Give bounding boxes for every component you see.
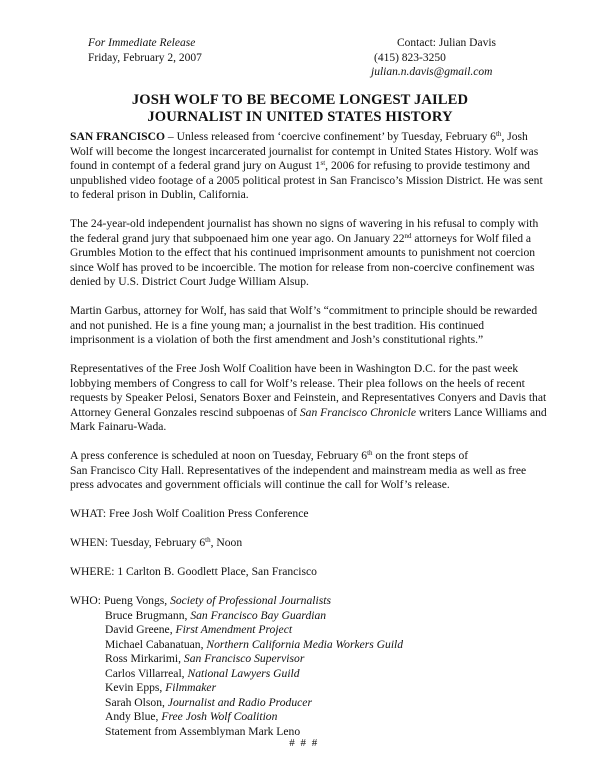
who-item [70, 609, 550, 624]
who-item [70, 652, 550, 667]
who-item [70, 710, 550, 725]
who-item [70, 667, 550, 682]
paragraph-5 [70, 449, 550, 493]
when-text-b: , Noon [210, 536, 243, 549]
headline-line-1: JOSH WOLF TO BE BECOME LONGEST JAILED [131, 92, 469, 108]
who-item [70, 696, 550, 711]
p5-text-b: on the front steps of [372, 449, 469, 462]
p5-sup-a: th [367, 449, 373, 457]
who-name: David Greene, [105, 623, 176, 636]
event-who-list [70, 594, 550, 739]
headline-line-2: JOURNALIST IN UNITED STATES HISTORY [147, 108, 453, 125]
who-name: Kevin Epps, [105, 681, 166, 694]
who-affiliation: San Francisco Supervisor [183, 652, 305, 665]
p4-text-b: writers Lance Williams and Mark Fainaru-Wada. [70, 405, 547, 433]
who-item [70, 623, 550, 638]
p4-text-a: Representatives of the Free Josh Wolf Coalition have been in Washington D.C. for the past week lobbying members of Congress to call for Wolf’s release. Their plea follows on the heels of recent requests by Speaker Pelosi, Senators Boxer and Feinstein, and Representatives Conyers and Davis that Attorney General Gonzales rescind subpoenas of [70, 362, 547, 419]
who-name: Statement from Assemblyman Mark Leno [105, 724, 301, 738]
p1-text-b: , Josh Wolf will become the longest incarcerated journalist for contempt in United States History. Wolf was found in contempt of a federal grand jury on August 1 [70, 130, 539, 172]
who-name: Ross Mirkarimi, [105, 652, 184, 665]
who-affiliation: Free Josh Wolf Coalition [161, 710, 278, 723]
contact-email: julian.n.davis@gmail.com [371, 66, 493, 78]
who-name: Andy Blue, [105, 710, 162, 723]
headline [0, 92, 600, 125]
release-date: Friday, February 2, 2007 [88, 51, 202, 64]
event-when [70, 536, 550, 551]
p5-text-c: San Francisco City Hall. Representatives of the independent and mainstream media as well as free press advocates and government officials will continue the call for Wolf’s release. [70, 463, 527, 491]
contact-name: Contact: Julian Davis [397, 37, 497, 49]
who-affiliation: San Francisco Bay Guardian [190, 608, 327, 622]
who-name: Bruce Brugmann, [105, 608, 191, 622]
who-name: Michael Cabanatuan, [105, 637, 207, 651]
who-affiliation: Northern California Media Workers Guild [206, 637, 404, 651]
p1-sup-a: th [495, 130, 502, 138]
who-affiliation: Journalist and Radio Producer [167, 695, 312, 709]
p1-sup-b: st [320, 159, 326, 167]
when-sup: th [205, 536, 211, 544]
who-affiliation: National Lawyers Guild [187, 666, 300, 680]
who-item [70, 681, 550, 696]
article-body [70, 130, 550, 739]
paragraph-2 [70, 217, 550, 290]
who-item [70, 638, 550, 653]
who-affiliation: First Amendment Project [175, 623, 293, 636]
p2-sup-a: nd [404, 231, 412, 240]
publication-name: San Francisco Chronicle [299, 405, 417, 419]
who-affiliation: Society of Professional Journalists [170, 594, 331, 607]
who-name: Sarah Olson, [105, 695, 168, 709]
p1-text-c: , 2006 for refusing to provide testimony and unpublished video footage of a 2005 political protest in San Francisco’s Mission District. He was sent to federal prison in Dublin, California. [70, 159, 543, 201]
end-mark: # # # [289, 737, 319, 749]
release-label: For Immediate Release [88, 37, 196, 49]
who-label: WHO: [70, 594, 104, 607]
p2-text-a: The 24-year-old independent journalist has shown no signs of wavering in his refusal to comply with the federal grand jury that subpoenaed him one year ago. On January 22 [70, 217, 539, 245]
contact-phone: (415) 823-3250 [374, 51, 446, 64]
contact-block [371, 36, 534, 80]
p2-text-b: attorneys for Wolf filed a Grumbles Motion to the effect that his continued imprisonment amounts to punishment not coercion since Wolf has proved to be incoercible. The motion for release from non-coercive confinement was denied by U.S. District Court Judge William Alsup. [70, 231, 536, 288]
who-item [70, 594, 550, 609]
event-what: WHAT: Free Josh Wolf Coalition Press Conference [70, 507, 309, 520]
p5-text-a: A press conference is scheduled at noon on Tuesday, February 6 [70, 449, 368, 462]
event-where: WHERE: 1 Carlton B. Goodlett Place, San Francisco [70, 565, 317, 578]
who-affiliation: Filmmaker [165, 681, 217, 694]
who-name: Pueng Vongs, [103, 594, 171, 607]
paragraph-1 [70, 130, 550, 203]
paragraph-4 [70, 362, 550, 435]
paragraph-3: Martin Garbus, attorney for Wolf, has said that Wolf’s “commitment to principle should be rewarded and not punished. He is a fine young man; a journalist in the best tradition. His continued imprisonment is a violation of both the first amendment and Josh’s constitutional rights.” [70, 304, 538, 346]
when-text-a: WHEN: Tuesday, February 6 [70, 536, 206, 549]
release-header [88, 36, 202, 65]
p1-text-a: – Unless released from ‘coercive confinement’ by Tuesday, February 6 [165, 130, 496, 143]
dateline: SAN FRANCISCO [70, 130, 166, 143]
who-name: Carlos Villarreal, [105, 666, 188, 680]
